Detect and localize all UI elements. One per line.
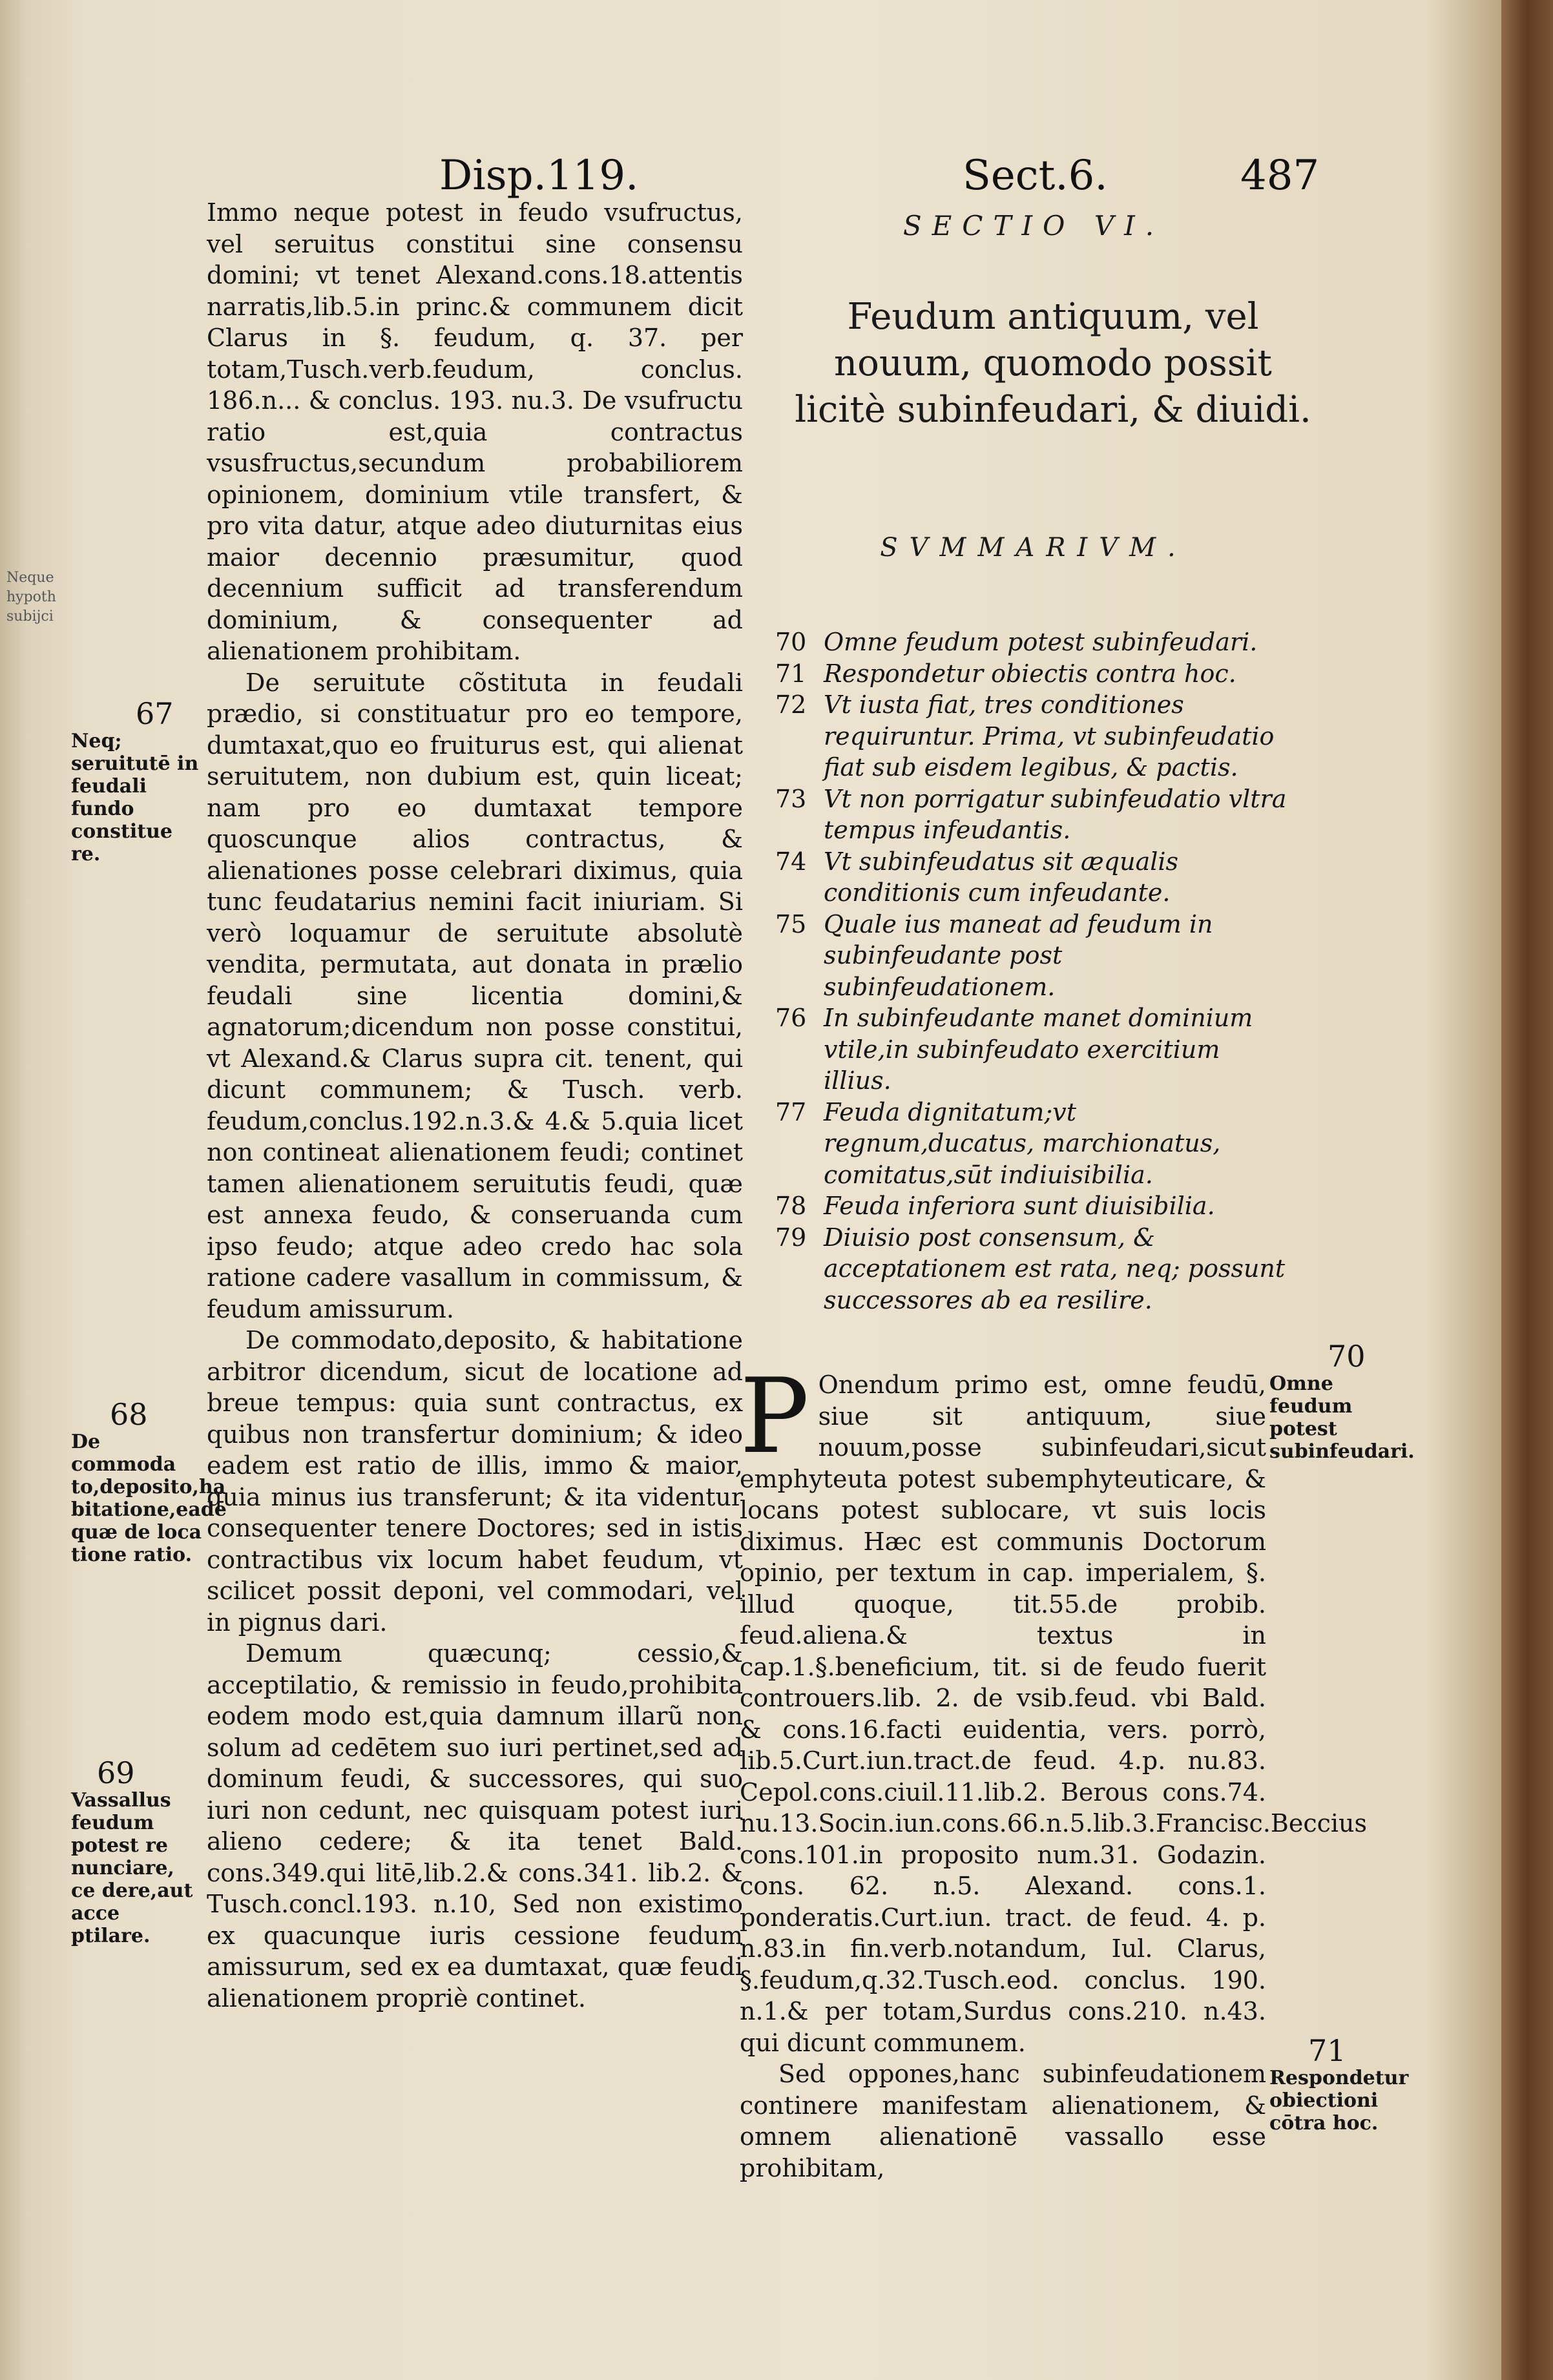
margin-note-69: 69 Vassallus feudum potest re nunciare, ce dere,aut acce ptilare.: [71, 1755, 193, 1947]
paragraph: De seruitute cõstituta in feudali prædio, si constituatur pro eo tempore, dumtaxat,quo eo fruiturus est, qui alienat seruitutem, non dubium est, quin liceat; nam pro eo dumtaxat tempore quoscunque alios contractus, & alienationes posse celebrari diximus, quia tunc feudatarius nemini facit iniuriam. Si verò loquamur de seruitute absolutè vendita, permutata, aut donata in prælio feudali sine licentia domini,& agnatorum;dicendum non posse constitui, vt Alexand.& Clarus supra cit. tenent, qui dicunt communem; & Tusch. verb. feudum,conclus.192.n.3.& 4.& 5.quia licet non contineat alienationem feudi; continet tamen alienationem seruitutis feudi, quæ est annexa feudo, & conseruanda cum ipso feudo; atque adeo credo hac sola ratione cadere vasallum in commissum, & feudum amissurum.: [207, 668, 743, 1323]
list-item: 76 In subinfeudante manet dominium vtile,in subinfeudato exercitium illius.: [775, 1004, 1253, 1095]
list-item: 71 Respondetur obiectis contra hoc.: [775, 659, 1236, 688]
summary-heading: SVMMARIVM.: [880, 533, 1187, 563]
margin-note-71: 71 Respondetur obiectioni cōtra hoc.: [1269, 2033, 1409, 2135]
list-item: 72 Vt iusta fiat, tres conditiones requiruntur. Prima, vt subinfeudatio fiat sub eisdem legibus, & pactis.: [775, 690, 1275, 781]
list-item: 77 Feuda dignitatum;vt regnum,ducatus, marchionatus, comitatus,sūt indiuisibilia.: [775, 1097, 1221, 1189]
section-heading: SECTIO VI.: [902, 210, 1165, 242]
paragraph: P Onendum primo est, omne feudū, siue sit antiquum, siue nouum,posse subinfeudari,sicut emphyteuta potest subemphyteuticare, & locans potest sublocare, vt suis locis diximus. Hæc est communis Doctorum opinio, per textum in cap. imperialem, §. illud quoque, tit.55.de probib. feud.aliena.& textus in cap.1.§.beneficium, tit. si de feudo fuerit controuers.lib. 2. de vsib.feud. vbi Bald. & cons.16.facti euidentia, vers. porrò, lib.5.Curt.iun.tract.de feud. 4.p. nu.83. Cepol.cons.ciuil.11.lib.2. Berous cons.74. nu.13.Socin.iun.cons.66.n.5.lib.3.Francisc.Beccius cons.101.in proposito num.31. Godazin. cons. 62. n.5. Alexand. cons.1. ponderatis.Curt.iun. tract. de feud. 4. p. n.83.in fin.verb.notandum, Iul. Clarus, §.feudum,q.32.Tusch.eod. conclus. 190. n.1.& per totam,Surdus cons.210. n.43. qui dicunt communem.: [740, 1356, 1368, 2057]
list-item: 78 Feuda inferiora sunt diuisibilia.: [775, 1192, 1215, 1220]
list-item: 73 Vt non porrigatur subinfeudatio vltra tempus infeudantis.: [775, 784, 1287, 844]
margin-note-67: 67 Neq; seruitutē in feudali fundo constitue re.: [71, 696, 199, 865]
bleed-through-text: Neque hypoth subijci: [6, 570, 56, 625]
page-gutter: [0, 0, 26, 2380]
margin-note-68: 68 De commoda to,deposito,ha bitatione,eadē quæ de loca tione ratio.: [71, 1397, 227, 1566]
paragraph: Sed oppones,hanc subinfeudationem continere manifestam alienationem, & omnem alienationē vassallo esse prohibitam,: [740, 2060, 1266, 2182]
paragraph: De commodato,deposito, & habitatione arbitror dicendum, sicut de locatione ad breue tempus: quia sunt contractus, ex quibus non transfertur dominium; & ideo eadem est ratio de illis, immo & maior, quia minus ius transferunt; & ita videntur consequenter tenere Doctores; sed in istis contractibus vix locum habet feudum, vt scilicet possit deponi, vel commodari, vel in pignus dari.: [207, 1326, 743, 1637]
paragraph: Demum quæcunq; cessio,& acceptilatio, & remissio in feudo,prohibita eodem modo est,quia damnum illarũ non solum ad cedētem suo iuri pertinet,sed ad dominum feudi, & successores, qui suo iuri non cedunt, nec quisquam potest iuri alieno cedere; & ita tenet Bald. cons.349.qui litē,lib.2.& cons.341. lib.2. & Tusch.concl.193. n.10, Sed non existimo ex quacunque iuris cessione feudum amissurum, sed ex ea dumtaxat, quæ feudi alienationem propriè continet.: [207, 1639, 743, 2013]
paragraph: Immo neque potest in feudo vsufructus, vel seruitus constitui sine consensu domini; vt tenet Alexand.cons.18.attentis narratis,lib.5.in princ.& communem dicit Clarus in §. feudum, q. 37. per totam,Tusch.verb.feudum, conclus. 186.n... & conclus. 193. nu.3. De vsufructu ratio est,quia contractus vsusfructus,secundum probabiliorem opinionem, dominium vtile transfert, & pro vita datur, atque adeo diuturnitas eius maior decennio præsumitur, quod decennium sufficit ad transferendum dominium, & consequenter ad alienationem prohibitam.: [207, 198, 743, 665]
list-item: 79 Diuisio post consensum, & acceptationem est rata, neq; possunt successores ab ea resilire.: [775, 1223, 1286, 1314]
drop-cap: P: [740, 1356, 809, 1476]
list-item: 75 Quale ius maneat ad feudum in subinfeudante post subinfeudationem.: [775, 909, 1213, 1001]
section-title: Feudum antiquum, vel nouum, quomodo possit licitè subinfeudari, & diuidi.: [795, 296, 1311, 431]
running-head-left: Disp.119.: [439, 152, 639, 200]
book-edge: [1501, 0, 1553, 2380]
list-item: 74 Vt subinfeudatus sit æqualis conditionis cum infeudante.: [775, 847, 1179, 907]
page-number: 487: [1240, 152, 1320, 200]
list-item: 70 Omne feudum potest subinfeudari.: [775, 628, 1258, 656]
summary-list: [775, 626, 1292, 1316]
running-head-center: Sect.6.: [963, 152, 1108, 200]
left-column-text: [207, 197, 743, 2014]
margin-note-70: 70 Omne feudum potest subinfeudari.: [1269, 1339, 1415, 1463]
